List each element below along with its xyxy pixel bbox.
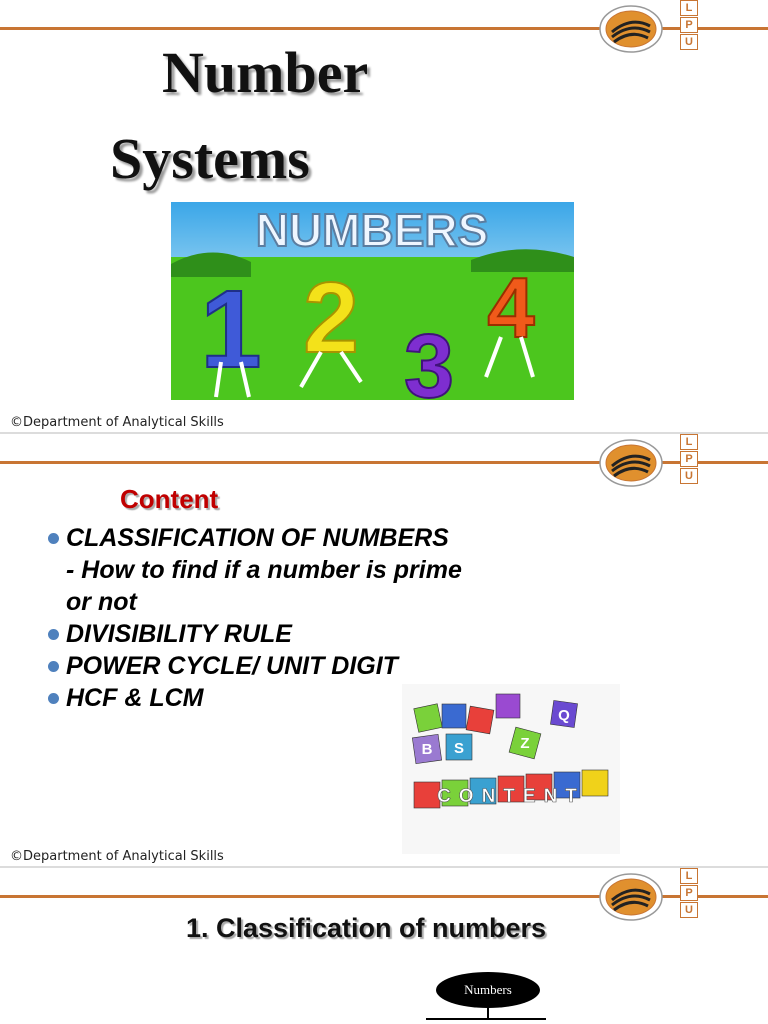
logo-letter: L xyxy=(680,868,698,884)
footer-text: ©Department of Analytical Skills xyxy=(10,849,224,864)
classification-heading: 1. Classification of numbers xyxy=(185,913,547,943)
slide-content xyxy=(0,434,768,866)
digit-one: 1 xyxy=(200,268,262,391)
content-heading: Content xyxy=(120,484,219,514)
logo-letter: U xyxy=(680,902,698,918)
digit-four: 4 xyxy=(487,261,535,356)
block-letter: Z xyxy=(520,735,530,752)
block-letter: Q xyxy=(558,707,570,724)
bullet-subtext: or not xyxy=(66,588,137,616)
lpu-logo xyxy=(680,868,700,919)
title-line-2: Systems xyxy=(110,126,310,191)
university-seal-icon xyxy=(598,438,664,488)
content-bullet-list xyxy=(46,522,462,714)
bullet-item: DIVISIBILITY RULE xyxy=(46,618,462,650)
banner-text: NUMBERS xyxy=(255,204,489,256)
content-blocks-image xyxy=(402,684,620,854)
digit-three: 3 xyxy=(403,317,455,400)
slide-classification xyxy=(0,868,768,1024)
logo-letter: P xyxy=(680,451,698,467)
bullet-item: HCF & LCM xyxy=(46,682,462,714)
bullet-subtext: - How to find if a number is prime xyxy=(66,556,462,584)
bullet-item: POWER CYCLE/ UNIT DIGIT xyxy=(46,650,462,682)
lpu-logo xyxy=(680,0,700,51)
logo-letter: U xyxy=(680,468,698,484)
logo-letter: P xyxy=(680,885,698,901)
footer-text: ©Department of Analytical Skills xyxy=(10,415,224,430)
block-letter: S xyxy=(453,740,465,757)
title-line-1: Number xyxy=(162,40,369,105)
logo-letter: P xyxy=(680,17,698,33)
logo-letter: L xyxy=(680,434,698,450)
university-seal-icon xyxy=(598,4,664,54)
lpu-logo xyxy=(680,434,700,485)
diagram-root-node: Numbers xyxy=(436,972,540,1008)
logo-letter: L xyxy=(680,0,698,16)
content-word: CONTENT xyxy=(437,786,585,807)
logo-letter: U xyxy=(680,34,698,50)
bullet-item: CLASSIFICATION OF NUMBERS xyxy=(46,522,462,554)
block-letter: B xyxy=(421,741,433,758)
digit-two: 2 xyxy=(303,262,359,374)
slide-title xyxy=(0,0,768,432)
diagram-connector xyxy=(426,1018,546,1020)
numbers-cartoon-image xyxy=(171,202,574,400)
